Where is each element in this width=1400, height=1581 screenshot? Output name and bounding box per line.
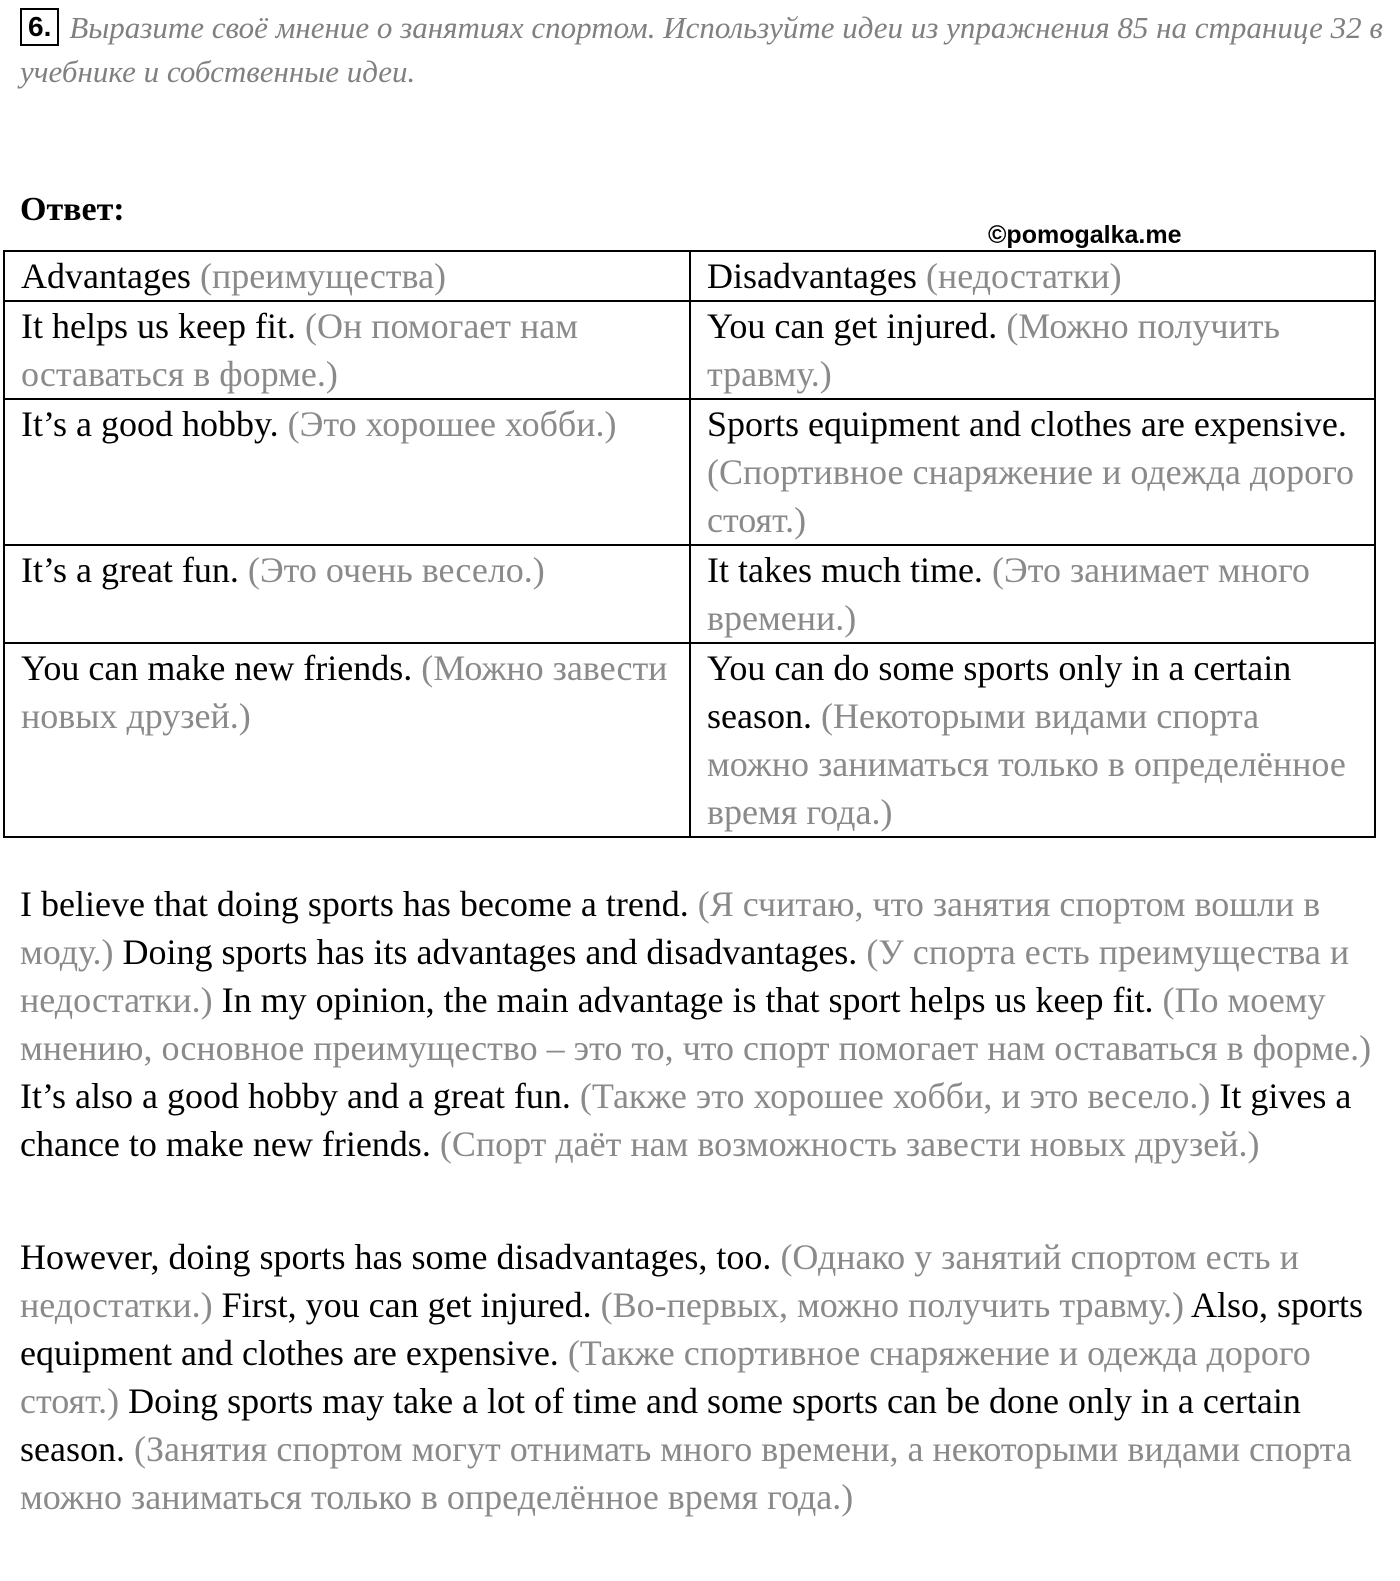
cell-en: It takes much time. [707,550,983,590]
table-row [4,545,1375,643]
sentence-en: However, doing sports has some disadvantages, too. [20,1237,772,1277]
cell-ru: (Спортивное снаряжение и одежда дорого стоят.) [707,452,1355,540]
disadvantage-cell [690,301,1375,399]
essay-paragraph-2 [20,1233,1395,1521]
header-ru: (преимущества) [199,256,447,296]
sentence-en: I believe that doing sports has become a trend. [20,884,689,924]
cell-en: You can do some sports only in a certain season. [707,648,1292,736]
essay-paragraph-1 [20,880,1395,1168]
sentence-ru: (Спорт даёт нам возможность завести новых друзей.) [439,1124,1260,1164]
cell-ru: (Некоторыми видами спорта можно заниматься только в определённое время года.) [707,696,1346,832]
advantages-table [3,250,1376,838]
cell-ru: (Это занимает много времени.) [707,550,1310,638]
sentence-ru: (Я считаю, что занятия спортом вошли в моду.) [20,884,1321,972]
table-header-row [4,251,1375,301]
cell-ru: (Можно получить травму.) [707,306,1280,394]
cell-ru: (Можно завести новых друзей.) [21,648,668,736]
table-row [4,643,1375,837]
task-number: 6. [20,8,59,46]
cell-en: You can get injured. [707,306,998,346]
sentence-en: It’s also a good hobby and a great fun. [20,1076,571,1116]
sentence-ru: (Однако у занятий спортом есть и недостатки.) [20,1237,1299,1325]
cell-en: It’s a great fun. [21,550,239,590]
disadvantage-cell [690,643,1375,837]
task-statement [20,6,1390,94]
table-row [4,399,1375,545]
watermark: ©pomogalka.me [988,221,1182,249]
sentence-en: In my opinion, the main advantage is that sport helps us keep fit. [221,980,1154,1020]
task-text: Выразите своё мнение о занятиях спортом. Используйте идеи из упражнения 85 на странице 32 в учебнике и собственные идеи. [20,10,1383,89]
header-en: Advantages [21,256,191,296]
sentence-en: First, you can get injured. [221,1285,592,1325]
advantage-cell [4,545,690,643]
header-advantages [4,251,690,301]
sentence-ru: (Также это хорошее хобби, и это весело.) [579,1076,1211,1116]
disadvantage-cell [690,399,1375,545]
sentence-ru: (У спорта есть преимущества и недостатки.) [20,932,1350,1020]
disadvantage-cell [690,545,1375,643]
cell-en: You can make new friends. [21,648,413,688]
answer-label: Ответ: [20,191,125,228]
sentence-ru: (Во-первых, можно получить травму.) [600,1285,1185,1325]
cell-ru: (Это очень весело.) [247,550,545,590]
sentence-en: Doing sports has its advantages and disadvantages. [122,932,858,972]
sentence-ru: (По моему мнению, основное преимущество – это то, что спорт помогает нам оставаться в форме.) [20,980,1372,1068]
sentence-en: It gives a chance to make new friends. [20,1076,1352,1164]
cell-en: Sports equipment and clothes are expensive. [707,404,1347,444]
header-en: Disadvantages [707,256,917,296]
sentence-en: Doing sports may take a lot of time and some sports can be done only in a certain season. [20,1381,1301,1469]
sentence-ru: (Также спортивное снаряжение и одежда дорого стоят.) [20,1333,1311,1421]
advantage-cell [4,643,690,837]
cell-en: It’s a good hobby. [21,404,279,444]
advantage-cell [4,399,690,545]
header-disadvantages [690,251,1375,301]
cell-ru: (Он помогает нам оставаться в форме.) [21,306,579,394]
advantage-cell [4,301,690,399]
sentence-ru: (Занятия спортом могут отнимать много времени, а некоторыми видами спорта можно заниматься только в определённое время года.) [20,1429,1352,1517]
cell-en: It helps us keep fit. [21,306,296,346]
cell-ru: (Это хорошее хобби.) [287,404,617,444]
header-ru: (недостатки) [925,256,1122,296]
table-row [4,301,1375,399]
sentence-en: Also, sports equipment and clothes are expensive. [20,1285,1364,1373]
